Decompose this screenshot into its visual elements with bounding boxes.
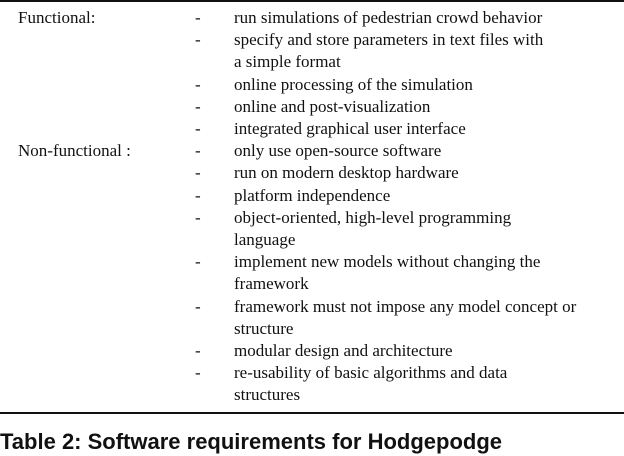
section-non-functional — [0, 140, 624, 406]
section-label: Functional: — [18, 8, 96, 27]
bullet-dash: - — [195, 163, 201, 183]
bullet-dash: - — [195, 74, 201, 94]
requirement-item — [0, 162, 624, 184]
requirement-text: specify and store parameters in text files with a simple format — [234, 30, 544, 72]
requirement-item — [0, 118, 624, 140]
requirements-table — [0, 7, 624, 407]
requirement-item — [0, 207, 624, 251]
bullet-dash: - — [195, 341, 201, 361]
requirement-item — [0, 96, 624, 118]
table-top-rule — [0, 0, 624, 2]
bullet-dash: - — [195, 252, 201, 272]
requirement-text: modular design and architecture — [234, 341, 453, 361]
bullet-dash: - — [195, 141, 201, 161]
bullet-dash: - — [195, 296, 201, 316]
bullet-dash: - — [195, 96, 201, 116]
bullet-dash: - — [195, 30, 201, 50]
requirement-text: implement new models without changing the framework — [234, 252, 541, 294]
table-caption: Table 2: Software requirements for Hodgepodge — [0, 429, 502, 454]
bullet-dash: - — [195, 207, 201, 227]
requirement-item — [0, 296, 624, 340]
bullet-dash: - — [195, 185, 201, 205]
requirement-text: re-usability of basic algorithms and data structures — [234, 363, 508, 405]
requirement-item — [0, 185, 624, 207]
requirement-text: integrated graphical user interface — [234, 119, 466, 139]
bullet-dash: - — [195, 119, 201, 139]
requirement-text: framework must not impose any model concept or structure — [234, 296, 577, 338]
requirement-item — [0, 251, 624, 295]
requirement-item — [0, 362, 624, 406]
requirement-item — [0, 7, 624, 29]
requirement-item — [0, 140, 624, 162]
requirement-item — [0, 29, 624, 73]
requirement-text: only use open-source software — [234, 141, 442, 161]
bullet-dash: - — [195, 363, 201, 383]
requirement-text: online processing of the simulation — [234, 74, 473, 94]
section-functional — [0, 7, 624, 140]
requirement-item — [0, 74, 624, 96]
requirement-text: object-oriented, high-level programming language — [234, 207, 512, 250]
requirement-text: platform independence — [234, 185, 391, 205]
table-bottom-rule — [0, 412, 624, 414]
section-label: Non-functional : — [18, 141, 131, 161]
requirement-text: run on modern desktop hardware — [234, 163, 459, 183]
requirement-text: run simulations of pedestrian crowd behavior — [234, 8, 543, 27]
requirement-item — [0, 340, 624, 362]
bullet-dash: - — [195, 8, 201, 27]
requirement-text: online and post-visualization — [234, 96, 431, 116]
